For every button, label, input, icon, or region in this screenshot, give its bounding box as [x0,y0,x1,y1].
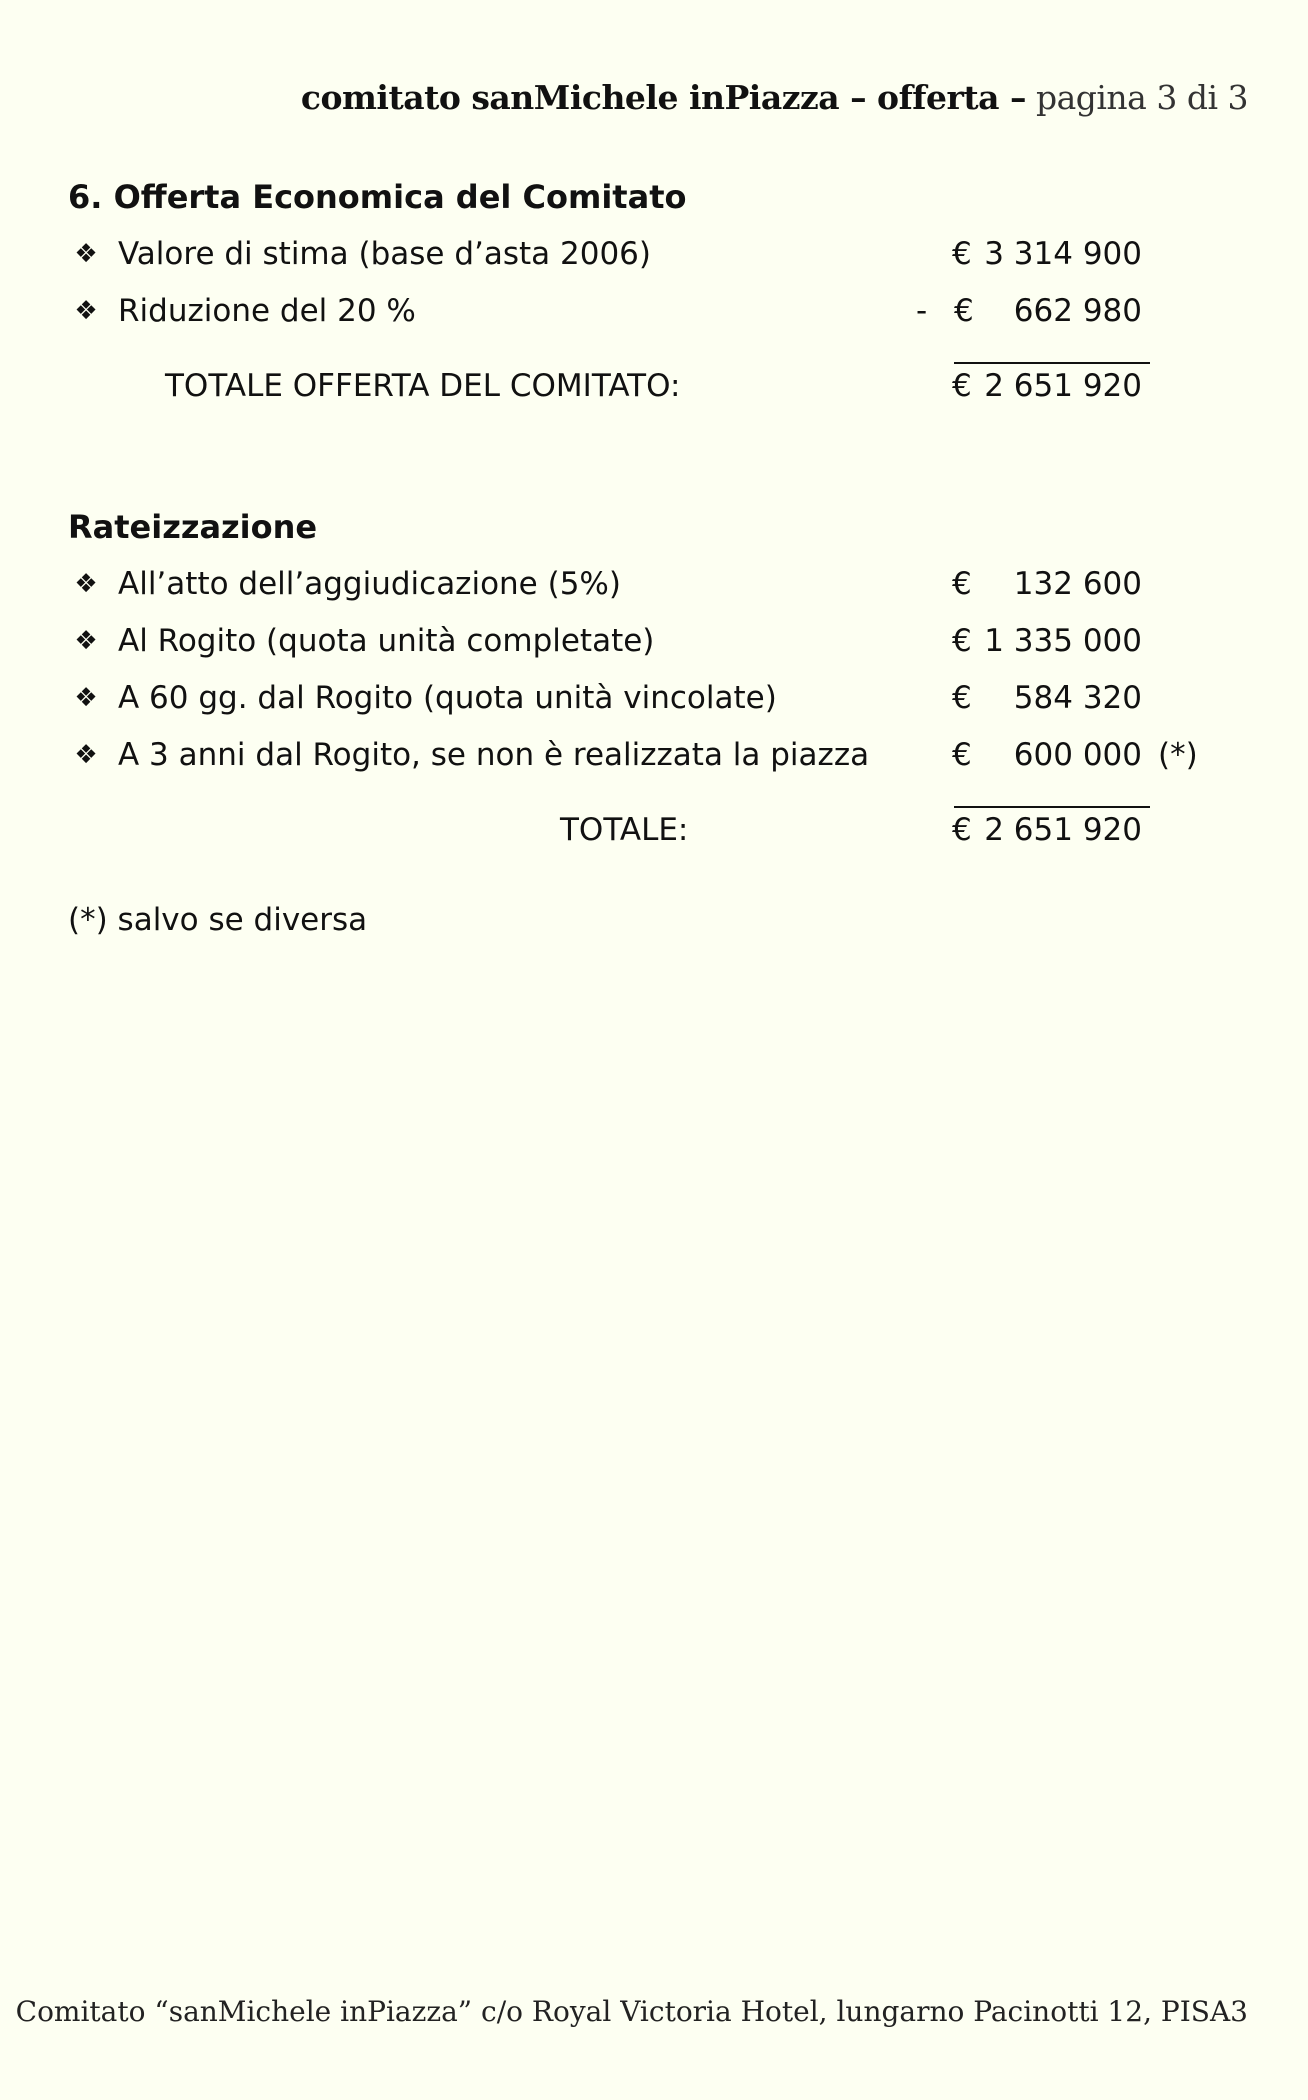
footer-address: Comitato “sanMichele inPiazza” c/o Royal Victoria Hotel, lungarno Pacinotti 12, PISA [15,1995,1231,2028]
offer-row-amount: 3 314 900 [984,236,1142,272]
installment-row [68,676,1248,720]
installment-label: A 3 anni dal Rogito, se non è realizzata la piazza [118,737,870,773]
installments-total-label: TOTALE: [560,812,689,848]
installment-row [68,733,1248,777]
offer-total-label: TOTALE OFFERTA DEL COMITATO: [165,368,681,404]
installment-currency: € [952,566,972,602]
installments-total-currency: € [952,812,972,848]
offer-row-currency: € [952,236,972,272]
offer-row [68,289,1248,333]
bullet-icon: ❖ [74,239,98,269]
header-page-number: pagina 3 di 3 [1035,78,1248,117]
bullet-icon: ❖ [74,740,98,770]
header-title: comitato sanMichele inPiazza – offerta – [300,78,1026,117]
offer-total-currency: € [952,368,972,404]
installments-section-title: Rateizzazione [68,508,318,546]
bullet-icon: ❖ [74,626,98,656]
offer-total-amount: 2 651 920 [984,368,1142,404]
installment-amount: 600 000 [1013,737,1142,773]
bullet-icon: ❖ [74,683,98,713]
installment-currency: € [952,623,972,659]
installment-amount: 1 335 000 [984,623,1142,659]
footnote: (*) salvo se diversa [68,902,368,938]
offer-row-amount: 662 980 [1013,293,1142,329]
footer-page-number: 3 [1230,1995,1248,2028]
installment-label: A 60 gg. dal Rogito (quota unità vincolate) [118,680,777,716]
bullet-icon: ❖ [74,296,98,326]
installment-note: (*) [1158,737,1198,773]
installment-row [68,619,1248,663]
offer-section-title: 6. Offerta Economica del Comitato [68,178,687,216]
offer-row-currency: € [954,293,974,329]
installment-currency: € [952,737,972,773]
page-footer [16,1995,1248,2028]
installment-currency: € [952,680,972,716]
installment-label: All’atto dell’aggiudicazione (5%) [118,566,621,602]
installment-row [68,562,1248,606]
installment-amount: 584 320 [1013,680,1142,716]
installments-total-row [68,808,1248,852]
installment-label: Al Rogito (quota unità completate) [118,623,655,659]
installment-amount: 132 600 [1013,566,1142,602]
offer-total-row [68,364,1248,408]
bullet-icon: ❖ [74,569,98,599]
offer-row [68,232,1248,276]
installments-total-amount: 2 651 920 [984,812,1142,848]
offer-row-label: Valore di stima (base d’asta 2006) [118,236,651,272]
page-header [301,78,1248,117]
offer-row-sign: - [916,293,928,329]
offer-row-label: Riduzione del 20 % [118,293,416,329]
